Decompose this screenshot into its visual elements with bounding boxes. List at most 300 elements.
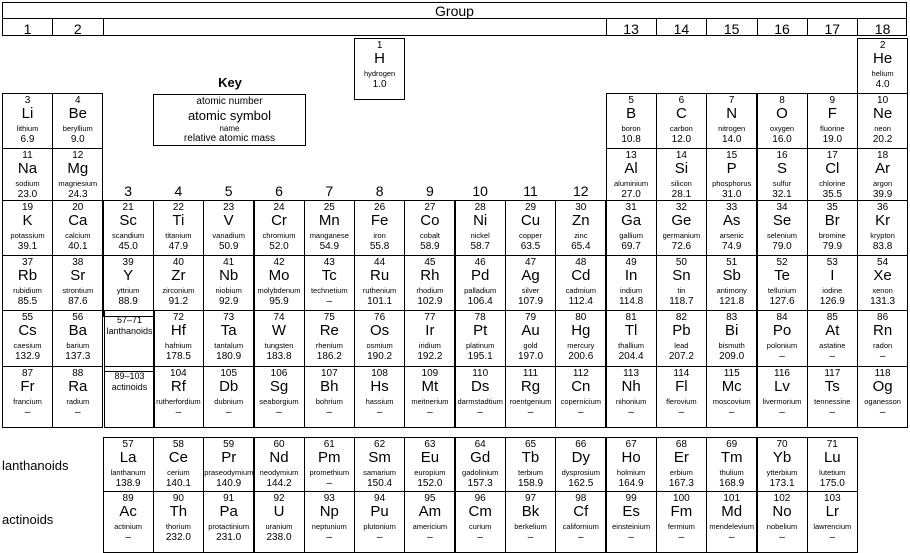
element-name: cobalt — [419, 231, 440, 240]
atomic-symbol: Ne — [873, 105, 893, 122]
group-number-6: 6 — [275, 183, 283, 199]
atomic-number: 114 — [673, 368, 690, 379]
relative-atomic-mass: – — [779, 532, 785, 543]
relative-atomic-mass: – — [578, 407, 584, 418]
atomic-symbol: Am — [418, 503, 442, 520]
atomic-symbol: Xe — [873, 267, 892, 284]
element-cell-darmstadtium — [455, 366, 506, 428]
atomic-number: 111 — [522, 368, 539, 379]
atomic-number: 14 — [675, 150, 687, 161]
atomic-symbol: Os — [370, 322, 390, 339]
atomic-symbol: Np — [319, 503, 339, 520]
element-name: silver — [521, 286, 540, 295]
atomic-number: 55 — [21, 312, 34, 323]
atomic-number: 71 — [826, 439, 838, 450]
element-cell-molybdenum — [254, 255, 305, 317]
atomic-number: 20 — [72, 202, 84, 213]
element-cell-rhenium — [304, 310, 355, 372]
atomic-number: 39 — [122, 257, 134, 268]
atomic-symbol: Dy — [571, 449, 590, 466]
relative-atomic-mass: 114.8 — [618, 296, 644, 307]
relative-atomic-mass: 91.2 — [168, 296, 189, 307]
relative-atomic-mass: – — [728, 407, 735, 418]
atomic-symbol: Mg — [67, 160, 89, 177]
relative-atomic-mass: – — [527, 407, 534, 418]
atomic-number: 59 — [223, 439, 235, 450]
element-cell-yttrium — [103, 255, 154, 317]
atomic-number: 51 — [726, 257, 738, 268]
atomic-symbol: Po — [772, 322, 792, 339]
atomic-symbol: Re — [319, 322, 339, 339]
relative-atomic-mass: 192.2 — [417, 351, 443, 362]
element-cell-selenium — [757, 200, 808, 262]
element-cell-copper — [505, 200, 556, 262]
relative-atomic-mass: 102.9 — [417, 296, 443, 307]
element-cell-arsenic — [706, 200, 757, 262]
element-cell-terbium — [505, 437, 556, 499]
element-name: iron — [373, 231, 386, 240]
atomic-symbol: Ra — [68, 378, 88, 395]
element-name: nihonium — [615, 397, 647, 406]
element-cell-lawrencium — [807, 491, 858, 553]
element-cell-neodymium — [254, 437, 305, 499]
atomic-symbol: Te — [774, 267, 790, 284]
relative-atomic-mass: – — [326, 478, 333, 489]
relative-atomic-mass: 12.0 — [671, 134, 692, 145]
group-divider — [706, 19, 707, 36]
relative-atomic-mass: 106.4 — [467, 296, 493, 307]
atomic-number: 68 — [675, 439, 687, 450]
relative-atomic-mass: 207.2 — [668, 351, 694, 362]
relative-atomic-mass: 164.9 — [618, 478, 644, 489]
element-cell-rhodium — [404, 255, 455, 317]
atomic-symbol: Pu — [370, 503, 389, 520]
atomic-symbol: Be — [68, 105, 87, 122]
atomic-symbol: Mt — [421, 378, 439, 395]
atomic-symbol: Cd — [571, 267, 591, 284]
element-name: sodium — [15, 179, 40, 188]
atomic-number: 80 — [575, 312, 587, 323]
atomic-symbol: Ti — [172, 212, 185, 229]
element-cell-potassium — [2, 200, 53, 262]
relative-atomic-mass: – — [829, 407, 836, 418]
relative-atomic-mass: – — [829, 351, 836, 362]
element-name: astatine — [819, 341, 846, 350]
relative-atomic-mass: 45.0 — [118, 241, 138, 252]
element-cell-nickel — [455, 200, 506, 262]
atomic-symbol: Cu — [520, 212, 541, 229]
relative-atomic-mass: 232.0 — [165, 532, 191, 543]
atomic-symbol: W — [271, 322, 287, 339]
group-number-2: 2 — [73, 21, 82, 37]
atomic-number: 47 — [524, 257, 537, 268]
atomic-symbol: Rn — [873, 322, 893, 339]
atomic-symbol: Lu — [823, 449, 841, 466]
atomic-symbol: Nb — [219, 267, 239, 284]
atomic-symbol: Ce — [168, 449, 188, 466]
relative-atomic-mass: 112.4 — [568, 296, 593, 307]
atomic-number: 65 — [524, 439, 537, 450]
element-name: carbon — [669, 124, 693, 133]
element-cell-gold — [505, 310, 556, 372]
atomic-symbol: Th — [169, 503, 188, 520]
element-name: rhenium — [315, 341, 343, 350]
atomic-symbol: Mo — [268, 267, 290, 284]
element-cell-zirconium — [153, 255, 204, 317]
atomic-symbol: Ni — [473, 212, 488, 229]
element-cell-palladium — [455, 255, 506, 317]
relative-atomic-mass: 6.9 — [20, 134, 35, 145]
relative-atomic-mass: – — [779, 407, 785, 418]
group-number-11: 11 — [523, 183, 538, 199]
atomic-symbol: Lr — [825, 503, 839, 520]
element-name: yttrium — [116, 286, 140, 295]
element-name: berkelium — [514, 522, 547, 531]
element-name: ruthenium — [362, 286, 397, 295]
relative-atomic-mass: – — [879, 351, 886, 362]
relative-atomic-mass: – — [628, 532, 634, 543]
relative-atomic-mass: – — [376, 532, 383, 543]
atomic-number: 12 — [72, 150, 84, 161]
relative-atomic-mass: 197.0 — [517, 351, 544, 362]
atomic-symbol: Cl — [825, 160, 840, 177]
atomic-symbol: He — [873, 50, 893, 67]
element-cell-praseodymium — [203, 437, 254, 499]
element-cell-nihonium — [606, 366, 657, 428]
atomic-number: 115 — [723, 368, 740, 379]
element-cell-actinium — [103, 491, 154, 553]
relative-atomic-mass: 40.1 — [68, 241, 88, 252]
element-name: zirconium — [162, 286, 195, 295]
atomic-number: 42 — [273, 257, 285, 268]
element-cell-mercury — [555, 310, 606, 372]
atomic-number: 38 — [72, 257, 84, 268]
element-cell-oganesson — [857, 366, 908, 428]
element-name: helium — [871, 69, 894, 78]
relative-atomic-mass: 200.6 — [568, 351, 594, 362]
atomic-symbol: Hg — [571, 322, 591, 339]
relative-atomic-mass: 144.2 — [266, 478, 292, 489]
relative-atomic-mass: 158.9 — [517, 478, 544, 489]
element-name: titanium — [165, 231, 192, 240]
element-name: chlorine — [819, 179, 846, 188]
relative-atomic-mass: 101.1 — [367, 296, 393, 307]
element-cell-cadmium — [555, 255, 606, 317]
atomic-symbol: Ba — [68, 322, 87, 339]
group-number-4: 4 — [174, 183, 183, 199]
element-name: cadmium — [565, 286, 597, 295]
relative-atomic-mass: – — [678, 532, 685, 543]
atomic-number: 11 — [22, 150, 33, 161]
element-cell-silver — [505, 255, 556, 317]
atomic-number: 93 — [323, 493, 335, 504]
element-name: barium — [66, 341, 90, 350]
element-name: zinc — [574, 231, 588, 240]
atomic-number: 31 — [625, 202, 637, 213]
element-cell-plutonium — [354, 491, 405, 553]
relative-atomic-mass: 238.0 — [266, 532, 292, 543]
element-name: polonium — [766, 341, 798, 350]
atomic-number: 43 — [323, 257, 335, 268]
atomic-number: 109 — [421, 368, 439, 379]
atomic-symbol: Ru — [370, 267, 390, 284]
element-name: iridium — [418, 341, 441, 350]
group-number-12: 12 — [573, 183, 589, 199]
relative-atomic-mass: 131.3 — [870, 296, 896, 307]
element-name: argon — [873, 179, 893, 188]
relative-atomic-mass: 31.0 — [721, 189, 742, 200]
relative-atomic-mass: 35.5 — [822, 189, 843, 200]
relative-atomic-mass: – — [427, 532, 433, 543]
atomic-symbol: Pt — [473, 322, 488, 339]
element-cell-lead — [656, 310, 707, 372]
atomic-symbol: La — [119, 449, 137, 466]
relative-atomic-mass: 107.9 — [517, 296, 544, 307]
relative-atomic-mass: 23.0 — [17, 189, 38, 200]
relative-atomic-mass: – — [326, 296, 333, 307]
atomic-symbol: Tb — [521, 449, 540, 466]
atomic-number: 107 — [320, 368, 338, 379]
key-atomic-number: atomic number — [196, 96, 263, 107]
atomic-number: 103 — [823, 493, 841, 504]
group-header: Group — [2, 2, 907, 19]
atomic-symbol: Mn — [318, 212, 340, 229]
element-cell-thorium — [153, 491, 204, 553]
atomic-symbol: Fe — [370, 212, 389, 229]
element-cell-nobelium — [757, 491, 808, 553]
atomic-number: 99 — [625, 493, 637, 504]
atomic-number: 84 — [776, 312, 788, 323]
element-name: selenium — [766, 231, 797, 240]
element-name: sulfur — [772, 179, 792, 188]
atomic-number: 9 — [829, 95, 836, 106]
relative-atomic-mass: – — [326, 532, 333, 543]
element-name: bismuth — [718, 341, 745, 350]
relative-atomic-mass: 74.9 — [721, 241, 742, 252]
element-name: scandium — [112, 231, 145, 240]
relative-atomic-mass: – — [24, 407, 31, 418]
element-name: livermorium — [762, 397, 802, 406]
relative-atomic-mass: 88.9 — [118, 296, 138, 307]
relative-atomic-mass: – — [376, 407, 383, 418]
element-cell-erbium — [656, 437, 707, 499]
atomic-number: 13 — [625, 150, 637, 161]
element-name: calcium — [65, 231, 91, 240]
element-name: technetium — [310, 286, 348, 295]
atomic-symbol: Ac — [119, 503, 137, 520]
element-cell-indium — [606, 255, 657, 317]
element-name: thorium — [165, 522, 191, 531]
atomic-number: 27 — [424, 202, 436, 213]
element-cell-caesium — [2, 310, 53, 372]
element-name: neptunium — [311, 522, 347, 531]
relative-atomic-mass: 69.7 — [621, 241, 641, 252]
element-cell-lutetium — [807, 437, 858, 499]
atomic-number: 58 — [172, 439, 184, 450]
element-cell-vanadium — [203, 200, 254, 262]
group-divider — [757, 19, 758, 36]
element-name: tantalum — [214, 341, 244, 350]
atomic-number: 112 — [572, 368, 589, 379]
atomic-number: 21 — [122, 202, 134, 213]
group-number-17: 17 — [824, 21, 841, 37]
atomic-symbol: Hf — [170, 322, 186, 339]
element-cell-dysprosium — [555, 437, 606, 499]
relative-atomic-mass: 27.0 — [621, 189, 641, 200]
relative-atomic-mass: – — [175, 407, 182, 418]
atomic-number: 85 — [826, 312, 838, 323]
atomic-symbol: Kr — [875, 212, 891, 229]
atomic-symbol: As — [722, 212, 741, 229]
element-name: hafnium — [165, 341, 192, 350]
relative-atomic-mass: 19.0 — [822, 134, 843, 145]
element-name: promethium — [309, 468, 350, 477]
atomic-number: 30 — [575, 202, 587, 213]
group-number-14: 14 — [673, 21, 690, 37]
relative-atomic-mass: 79.9 — [822, 241, 843, 252]
element-name: gadolinium — [462, 468, 499, 477]
relative-atomic-mass: 173.1 — [769, 478, 795, 489]
element-cell-technetium — [304, 255, 355, 317]
relative-atomic-mass: 87.6 — [68, 296, 88, 307]
relative-atomic-mass: 167.3 — [668, 478, 694, 489]
atomic-number: 118 — [874, 368, 891, 379]
element-cell-barium — [52, 310, 103, 372]
relative-atomic-mass: 63.5 — [520, 241, 541, 252]
element-name: copernicium — [560, 397, 602, 406]
lanthanoids-note: 57–71 lanthanoids — [104, 310, 155, 372]
atomic-number: 66 — [575, 439, 587, 450]
atomic-number: 117 — [824, 368, 841, 379]
atomic-number: 35 — [826, 202, 838, 213]
key-name: name — [219, 124, 240, 133]
group-divider — [606, 19, 607, 36]
group-number-16: 16 — [774, 21, 790, 37]
atomic-number: 4 — [75, 95, 81, 106]
relative-atomic-mass: – — [628, 407, 634, 418]
element-name: chromium — [262, 231, 296, 240]
element-cell-xenon — [857, 255, 908, 317]
element-cell-holmium — [606, 437, 657, 499]
element-name: samarium — [363, 468, 397, 477]
element-name: roentgenium — [509, 397, 552, 406]
element-name: darmstadtium — [457, 397, 503, 406]
relative-atomic-mass: 186.2 — [316, 351, 342, 362]
atomic-number: 28 — [474, 202, 486, 213]
element-name: boron — [621, 124, 641, 133]
group-number-5: 5 — [224, 183, 233, 199]
atomic-symbol: S — [776, 160, 787, 177]
atomic-number: 95 — [424, 493, 436, 504]
element-cell-platinum — [455, 310, 506, 372]
atomic-number: 36 — [877, 202, 889, 213]
element-name: dysprosium — [561, 468, 600, 477]
element-cell-carbon — [656, 93, 707, 155]
atomic-number: 113 — [623, 368, 640, 379]
element-name: phosphorus — [712, 179, 752, 188]
element-name: europium — [414, 468, 446, 477]
atomic-symbol: Cf — [573, 503, 589, 520]
element-name: mendelevium — [709, 522, 754, 531]
atomic-symbol: Au — [521, 322, 540, 339]
atomic-symbol: Tm — [720, 449, 743, 466]
atomic-number: 61 — [323, 439, 335, 450]
element-cell-gadolinium — [455, 437, 506, 499]
atomic-number: 7 — [728, 95, 735, 106]
element-cell-uranium — [254, 491, 305, 553]
relative-atomic-mass: 20.2 — [872, 134, 893, 145]
element-name: erbium — [669, 468, 693, 477]
element-cell-gallium — [606, 200, 657, 262]
element-cell-krypton — [857, 200, 908, 262]
atomic-symbol: C — [675, 105, 687, 122]
element-cell-lithium — [2, 93, 53, 155]
element-cell-zinc — [555, 200, 606, 262]
element-name: rhodium — [416, 286, 444, 295]
relative-atomic-mass: 39.1 — [17, 241, 38, 252]
atomic-symbol: N — [726, 105, 738, 122]
atomic-symbol: Sb — [722, 267, 741, 284]
element-cell-strontium — [52, 255, 103, 317]
atomic-number: 10 — [877, 95, 889, 106]
atomic-number: 32 — [675, 202, 687, 213]
atomic-symbol: Cn — [571, 378, 591, 395]
relative-atomic-mass: 150.4 — [367, 478, 393, 489]
atomic-symbol: Ca — [68, 212, 88, 229]
relative-atomic-mass: – — [75, 407, 81, 418]
atomic-number: 75 — [323, 312, 335, 323]
atomic-number: 94 — [374, 493, 386, 504]
element-name: holmium — [616, 468, 646, 477]
atomic-number: 18 — [877, 150, 889, 161]
relative-atomic-mass: 9.0 — [70, 134, 85, 145]
atomic-symbol: Sr — [70, 267, 86, 284]
atomic-symbol: Lv — [774, 378, 790, 395]
key-box — [153, 94, 306, 146]
element-cell-bromine — [807, 200, 858, 262]
element-name: beryllium — [62, 124, 93, 133]
atomic-symbol: Tc — [321, 267, 337, 284]
relative-atomic-mass: 178.5 — [165, 351, 191, 362]
element-name: palladium — [464, 286, 497, 295]
lanthanoids-label: lanthanoids — [2, 458, 69, 473]
relative-atomic-mass: 28.1 — [671, 189, 692, 200]
atomic-number: 73 — [223, 312, 235, 323]
element-name: gallium — [619, 231, 643, 240]
key-relative-atomic-mass: relative atomic mass — [183, 133, 276, 144]
atomic-symbol: Tl — [624, 322, 638, 339]
atomic-number: 83 — [726, 312, 738, 323]
element-name: bromine — [818, 231, 846, 240]
element-name: terbium — [517, 468, 543, 477]
atomic-number: 105 — [220, 368, 238, 379]
relative-atomic-mass: 24.3 — [68, 189, 88, 200]
atomic-number: 76 — [374, 312, 386, 323]
atomic-symbol: K — [22, 212, 33, 229]
relative-atomic-mass: – — [879, 407, 886, 418]
element-name: fermium — [667, 522, 695, 531]
atomic-symbol: V — [223, 212, 234, 229]
element-cell-hafnium — [153, 310, 204, 372]
element-cell-americium — [404, 491, 455, 553]
atomic-symbol: Rb — [17, 267, 38, 284]
relative-atomic-mass: 58.7 — [470, 241, 490, 252]
atomic-number: 52 — [776, 257, 788, 268]
atomic-number: 48 — [575, 257, 587, 268]
element-cell-roentgenium — [505, 366, 556, 428]
atomic-symbol: Er — [673, 449, 689, 466]
atomic-symbol: Bi — [725, 322, 739, 339]
